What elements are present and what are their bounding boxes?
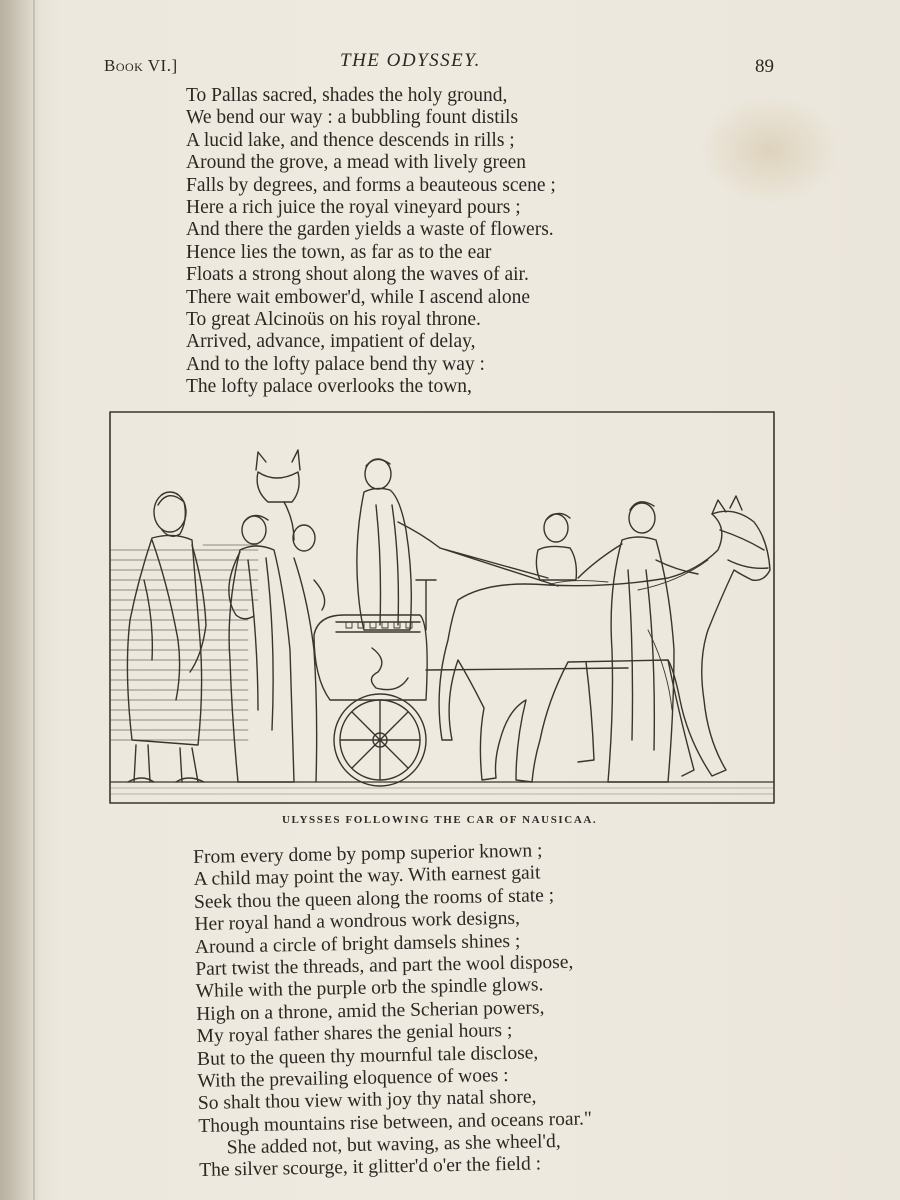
verse-line: Her royal hand a wondrous work designs, <box>194 907 521 936</box>
verse-line: Hence lies the town, as far as to the ear <box>186 241 492 263</box>
book-number: Book VI.] <box>104 56 178 75</box>
verse-line: Around a circle of bright damsels shines ; <box>194 930 521 958</box>
verse-line: There wait embower'd, while I ascend alone <box>186 286 531 308</box>
engraving-illustration <box>108 410 776 805</box>
verse-line: And to the lofty palace bend thy way : <box>186 353 485 375</box>
verse-line: The lofty palace overlooks the town, <box>186 376 472 398</box>
verse-line: Floats a strong shout along the waves of air. <box>186 264 529 286</box>
verse-line: We bend our way : a bubbling fount distils <box>186 107 519 129</box>
verse-line: But to the queen thy mournful tale disclose, <box>196 1041 539 1070</box>
engraving-drawing <box>108 410 776 805</box>
verse-block-top <box>186 85 556 398</box>
verse-line: To great Alcinoüs on his royal throne. <box>186 308 481 330</box>
verse-line: Arrived, advance, impatient of delay, <box>186 331 476 353</box>
verse-line: And there the garden yields a waste of flowers. <box>186 219 554 241</box>
verse-line: A child may point the way. With earnest gait <box>193 862 541 891</box>
book-title: THE ODYSSEY. <box>340 50 481 71</box>
verse-line: My royal father shares the genial hours ; <box>196 1020 513 1048</box>
verse-line: From every dome by pomp superior known ; <box>193 840 543 868</box>
verse-line: Part twist the threads, and part the wool dispose, <box>195 951 574 980</box>
verse-line: Seek thou the queen along the rooms of state ; <box>193 884 555 913</box>
verse-line: Here a rich juice the royal vineyard pours ; <box>186 196 521 218</box>
verse-line: Falls by degrees, and forms a beauteous scene ; <box>186 174 556 196</box>
verse-line: So shalt thou view with joy thy natal shore, <box>197 1086 537 1115</box>
gutter-fold <box>33 0 35 1200</box>
running-head <box>0 48 900 78</box>
verse-block-bottom <box>193 839 593 1182</box>
verse-line: While with the purple orb the spindle glows. <box>195 974 544 1003</box>
illustration-caption: ULYSSES FOLLOWING THE CAR OF NAUSICAA. <box>282 814 598 826</box>
verse-line: Though mountains rise between, and oceans roar." <box>198 1108 593 1137</box>
page-number: 89 <box>755 56 774 77</box>
paper-stain <box>700 95 840 205</box>
verse-line: High on a throne, amid the Scherian powers, <box>196 997 545 1025</box>
verse-line: The silver scourge, it glitter'd o'er the field : <box>199 1153 542 1182</box>
verse-line: To Pallas sacred, shades the holy ground, <box>186 85 508 106</box>
verse-line: She added not, but waving, as she wheel'd, <box>226 1131 561 1159</box>
verse-line: Around the grove, a mead with lively green <box>186 152 527 174</box>
verse-line: With the prevailing eloquence of woes : <box>197 1064 509 1092</box>
verse-line: A lucid lake, and thence descends in rills ; <box>186 129 515 151</box>
